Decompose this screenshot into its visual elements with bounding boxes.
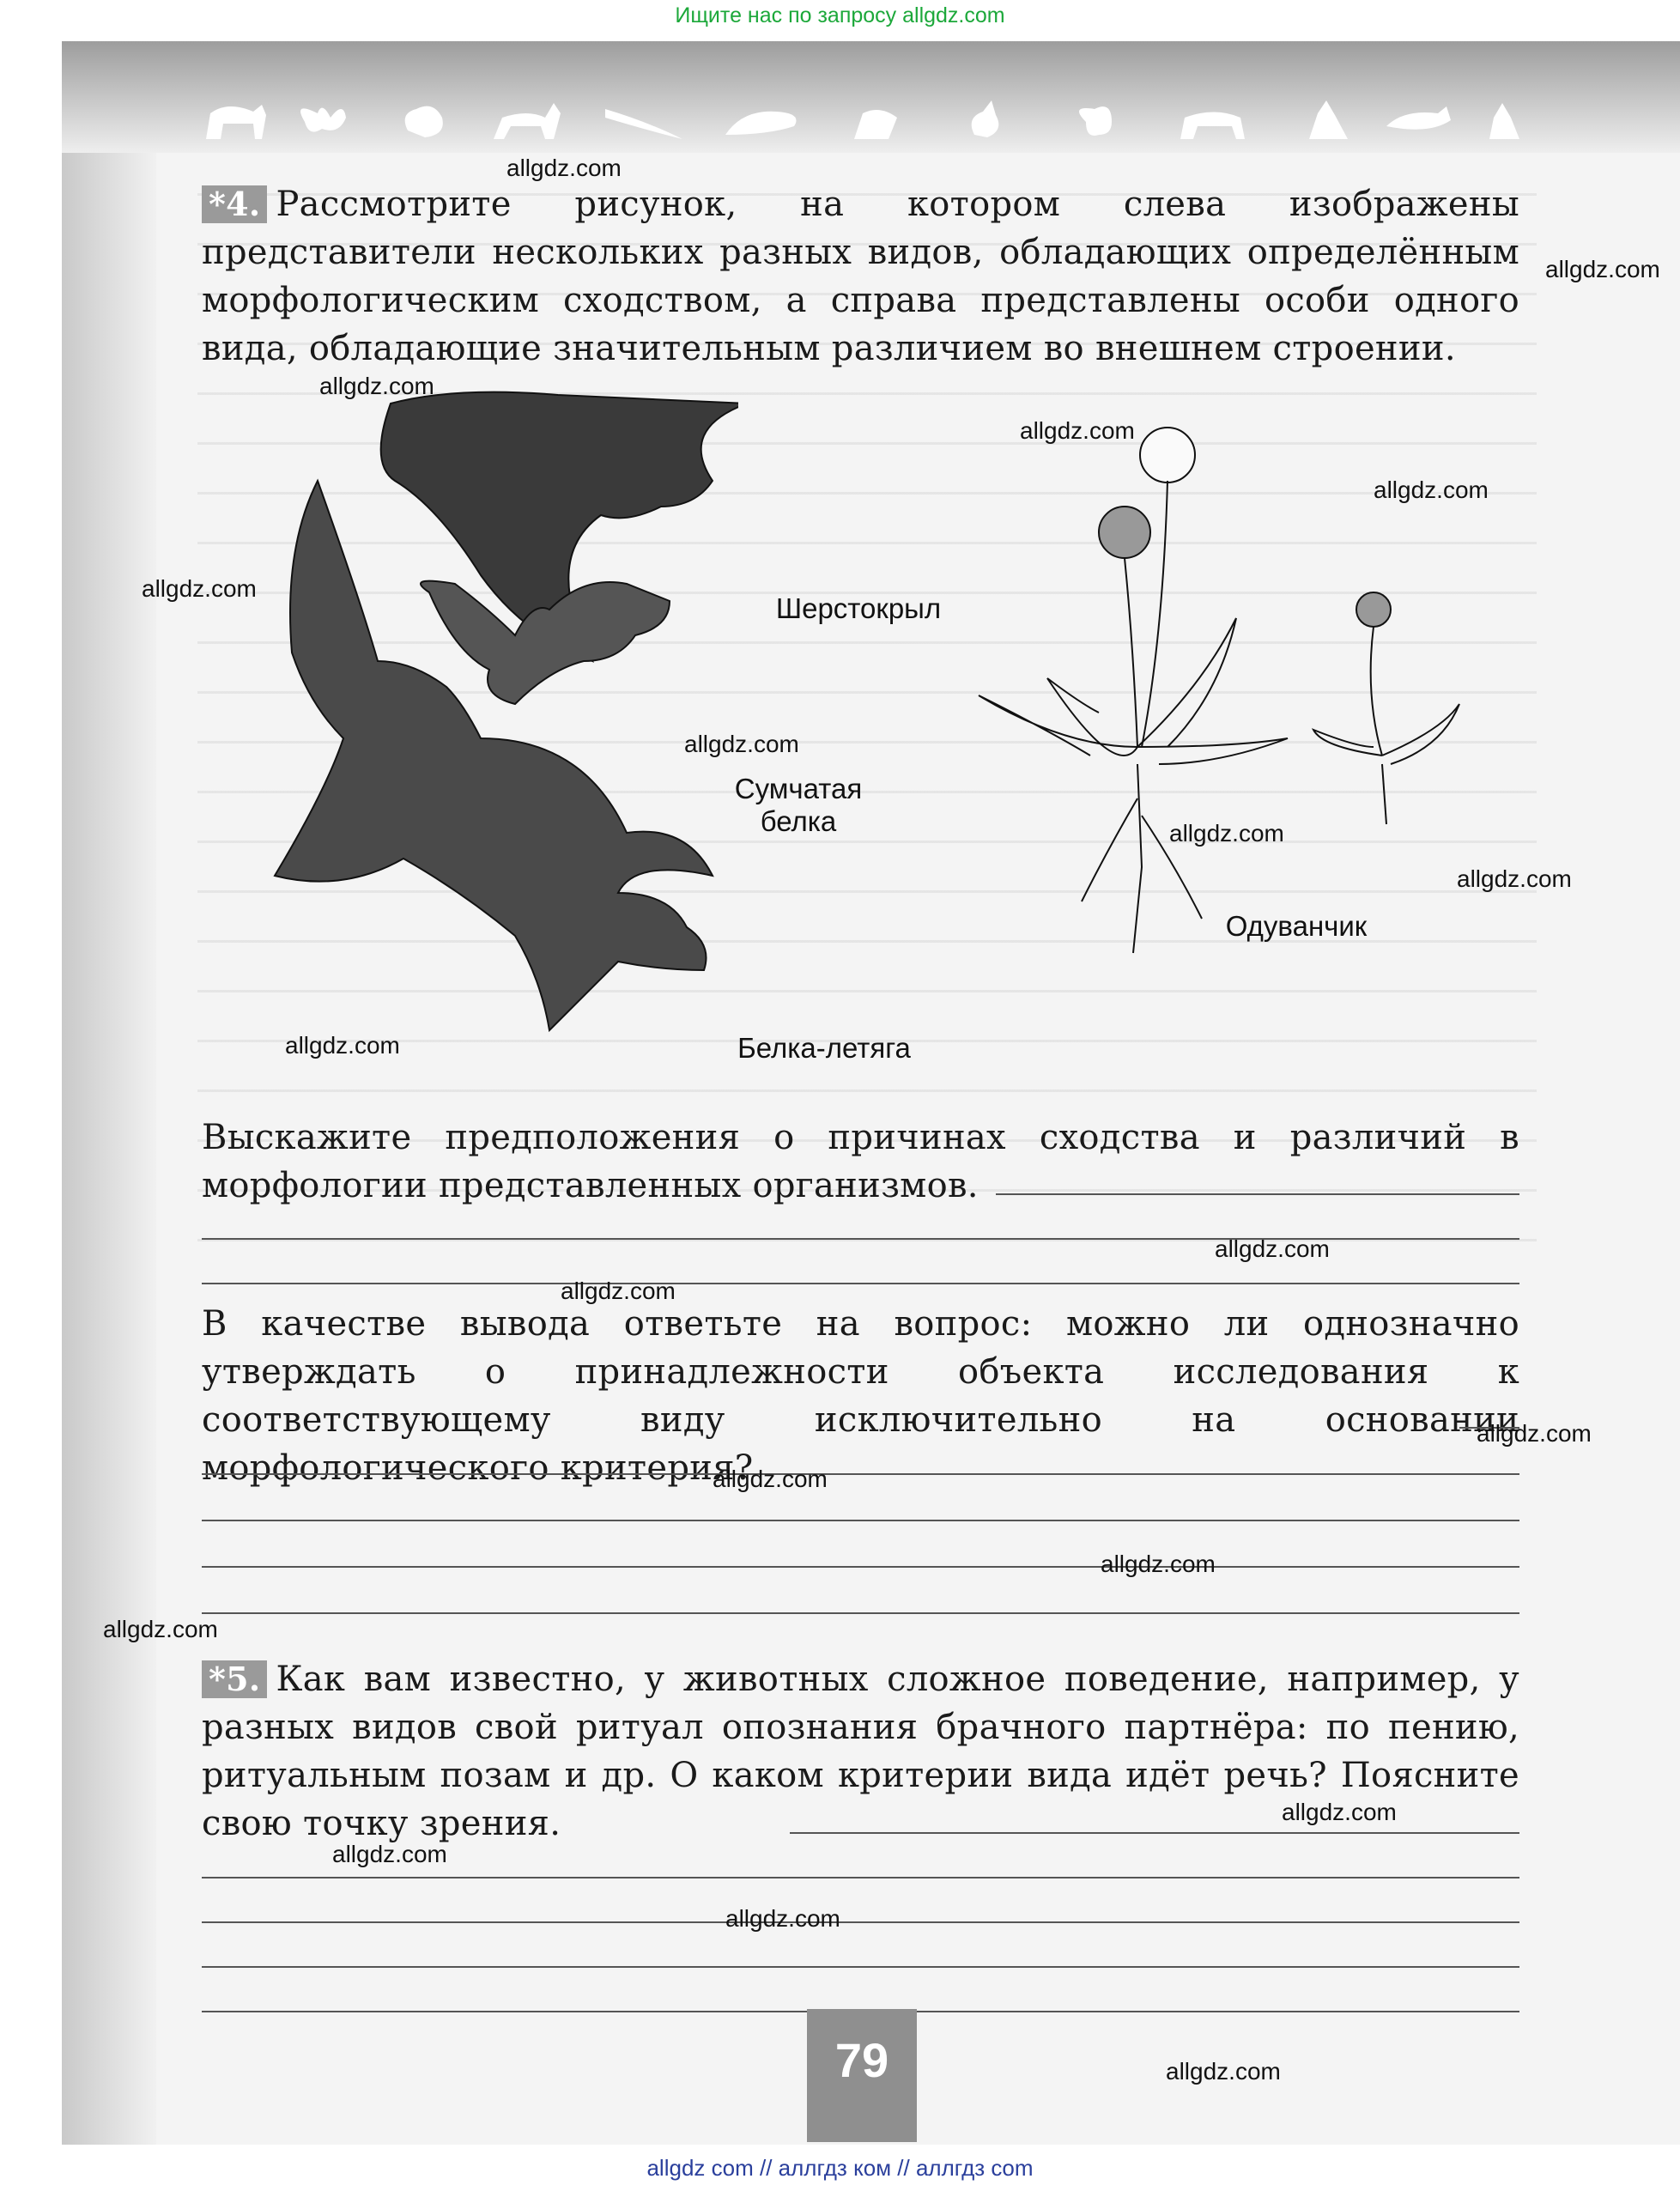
label-sumchataya-belka: Сумчатая белка <box>734 773 863 837</box>
task5-text: Как вам известно, у животных сложное поведение, например, у разных видов свой ритуал опознания брачного партнёра: по пению, ритуальным позам и др. О каком критерии вида идёт речь? Поясните свою точку зрения. <box>202 1660 1519 1843</box>
watermark: allgdz.com <box>506 155 622 181</box>
watermark: allgdz.com <box>285 1032 400 1059</box>
answer-line[interactable] <box>202 1966 1519 1968</box>
answer-line[interactable] <box>202 1921 1519 1923</box>
answer-line[interactable] <box>202 1566 1519 1568</box>
watermark: allgdz.com <box>725 1905 840 1932</box>
label-sherstokryl: Шерстокрыл <box>775 592 942 624</box>
answer-line[interactable] <box>202 1877 1519 1878</box>
page-binding-shadow <box>62 41 156 2145</box>
footer-link[interactable]: allgdz com // аллгдз ком // аллгдз com <box>646 2155 1034 2181</box>
watermark: allgdz.com <box>1215 1235 1330 1262</box>
watermark: allgdz.com <box>142 575 257 602</box>
watermark: allgdz.com <box>1020 417 1135 444</box>
answer-line[interactable] <box>202 1473 1519 1475</box>
answer-line[interactable] <box>202 1283 1519 1284</box>
answer-line[interactable] <box>790 1832 1519 1834</box>
header-link[interactable]: Ищите нас по запросу allgdz.com <box>675 3 1005 27</box>
watermark: allgdz.com <box>332 1841 447 1867</box>
task4-question1: Выскажите предположения о причинах сходства и различий в морфологии представленных организмов. <box>202 1118 1519 1205</box>
watermark: allgdz.com <box>684 731 799 757</box>
watermark: allgdz.com <box>1477 1420 1592 1447</box>
watermark: allgdz.com <box>1282 1799 1397 1825</box>
task5-badge: *5. <box>202 1660 267 1698</box>
label-belka-letyaga: Белка-летяга <box>737 1032 911 1064</box>
watermark: allgdz.com <box>319 373 434 399</box>
answer-line[interactable] <box>202 1520 1519 1521</box>
watermark: allgdz.com <box>103 1616 218 1642</box>
task4-question2: В качестве вывода ответьте на вопрос: можно ли однозначно утверждать о принадлежности объекта исследования к соответствующему виду исключительно на основании морфологического критерия? <box>202 1304 1519 1488</box>
watermark: allgdz.com <box>1101 1551 1216 1577</box>
animal-silhouettes-decoration <box>202 96 1541 148</box>
flying-mammals-illustration <box>258 378 738 1082</box>
watermark: allgdz.com <box>713 1466 828 1492</box>
watermark: allgdz.com <box>1457 865 1572 892</box>
page-number: 79 <box>807 2009 917 2142</box>
answer-line[interactable] <box>996 1193 1519 1195</box>
watermark: allgdz.com <box>561 1278 676 1304</box>
watermark: allgdz.com <box>1169 820 1284 847</box>
answer-line[interactable] <box>202 1612 1519 1614</box>
watermark: allgdz.com <box>1545 256 1660 282</box>
task4-paragraph <box>202 180 1519 373</box>
task4-text: Рассмотрите рисунок, на котором слева изображены представители нескольких разных видов, обладающих определённым морфологическим сходством, а справа представлены особи одного вида, обладающие значительным различием во внешнем строении. <box>202 185 1519 368</box>
watermark: allgdz.com <box>1166 2058 1281 2085</box>
label-oduvanchik: Одуванчик <box>1225 910 1368 942</box>
watermark: allgdz.com <box>1374 476 1489 503</box>
task4-badge: *4. <box>202 185 267 223</box>
